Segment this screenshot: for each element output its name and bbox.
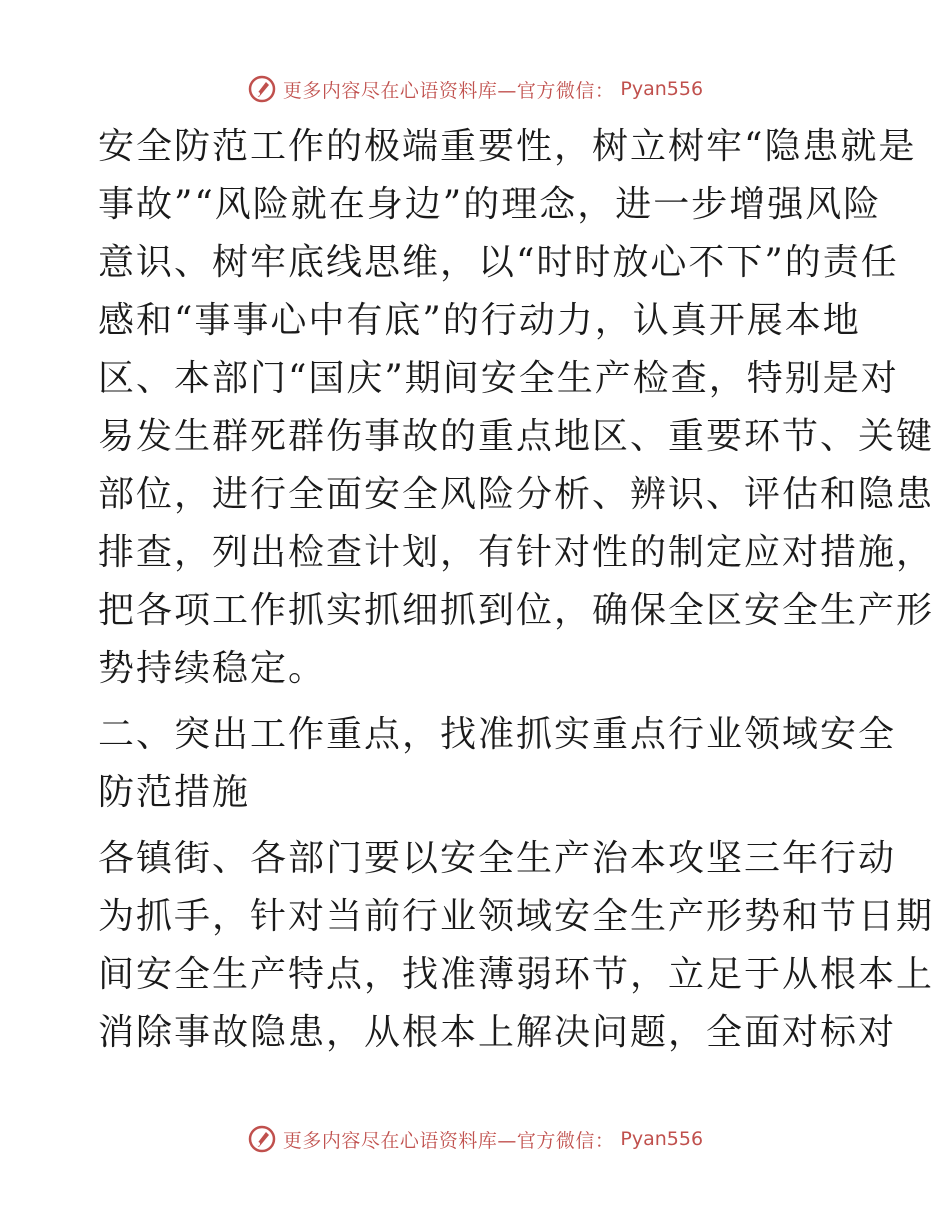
header-watermark [0, 74, 950, 104]
footer-watermark [0, 1124, 950, 1154]
text-line: 意识、树牢底线思维，以“时时放心不下”的责任 [98, 242, 899, 283]
watermark-wechat-id: Pyan556 [620, 78, 704, 100]
pen-nib-circle-icon [247, 1124, 277, 1154]
text-line: 事故”“风险就在身边”的理念，进一步增强风险 [98, 184, 882, 225]
text-line: 为抓手，针对当前行业领域安全生产形势和节日期 [98, 896, 935, 937]
watermark-wechat-id: Pyan556 [620, 1128, 704, 1150]
text-line: 区、本部门“国庆”期间安全生产检查，特别是对 [98, 358, 899, 399]
heading-line: 二、突出工作重点，找准抓实重点行业领域安全 [98, 714, 897, 755]
watermark-text: 更多内容尽在心语资料库—官方微信： [282, 79, 615, 102]
paragraph-1 [98, 118, 935, 698]
text-line: 易发生群死群伤事故的重点地区、重要环节、关键 [98, 416, 935, 457]
text-line: 排查，列出检查计划，有针对性的制定应对措施， [98, 532, 935, 573]
text-line: 感和“事事心中有底”的行动力，认真开展本地 [98, 300, 861, 341]
text-line: 各镇街、各部门要以安全生产治本攻坚三年行动 [98, 838, 897, 879]
text-line: 安全防范工作的极端重要性，树立树牢“隐患就是 [98, 126, 917, 167]
text-line: 把各项工作抓实抓细抓到位，确保全区安全生产形 [98, 590, 935, 631]
section-heading [98, 706, 897, 822]
heading-line: 防范措施 [98, 772, 251, 813]
text-line: 间安全生产特点，找准薄弱环节，立足于从根本上 [98, 954, 935, 995]
text-line: 消除事故隐患，从根本上解决问题，全面对标对 [98, 1012, 897, 1053]
watermark-text: 更多内容尽在心语资料库—官方微信： [282, 1129, 615, 1152]
text-line: 部位，进行全面安全风险分析、辨识、评估和隐患 [98, 474, 935, 515]
document-body [98, 118, 935, 1062]
pen-nib-circle-icon [247, 74, 277, 104]
paragraph-2 [98, 830, 935, 1062]
text-line: 势持续稳定。 [98, 648, 327, 689]
